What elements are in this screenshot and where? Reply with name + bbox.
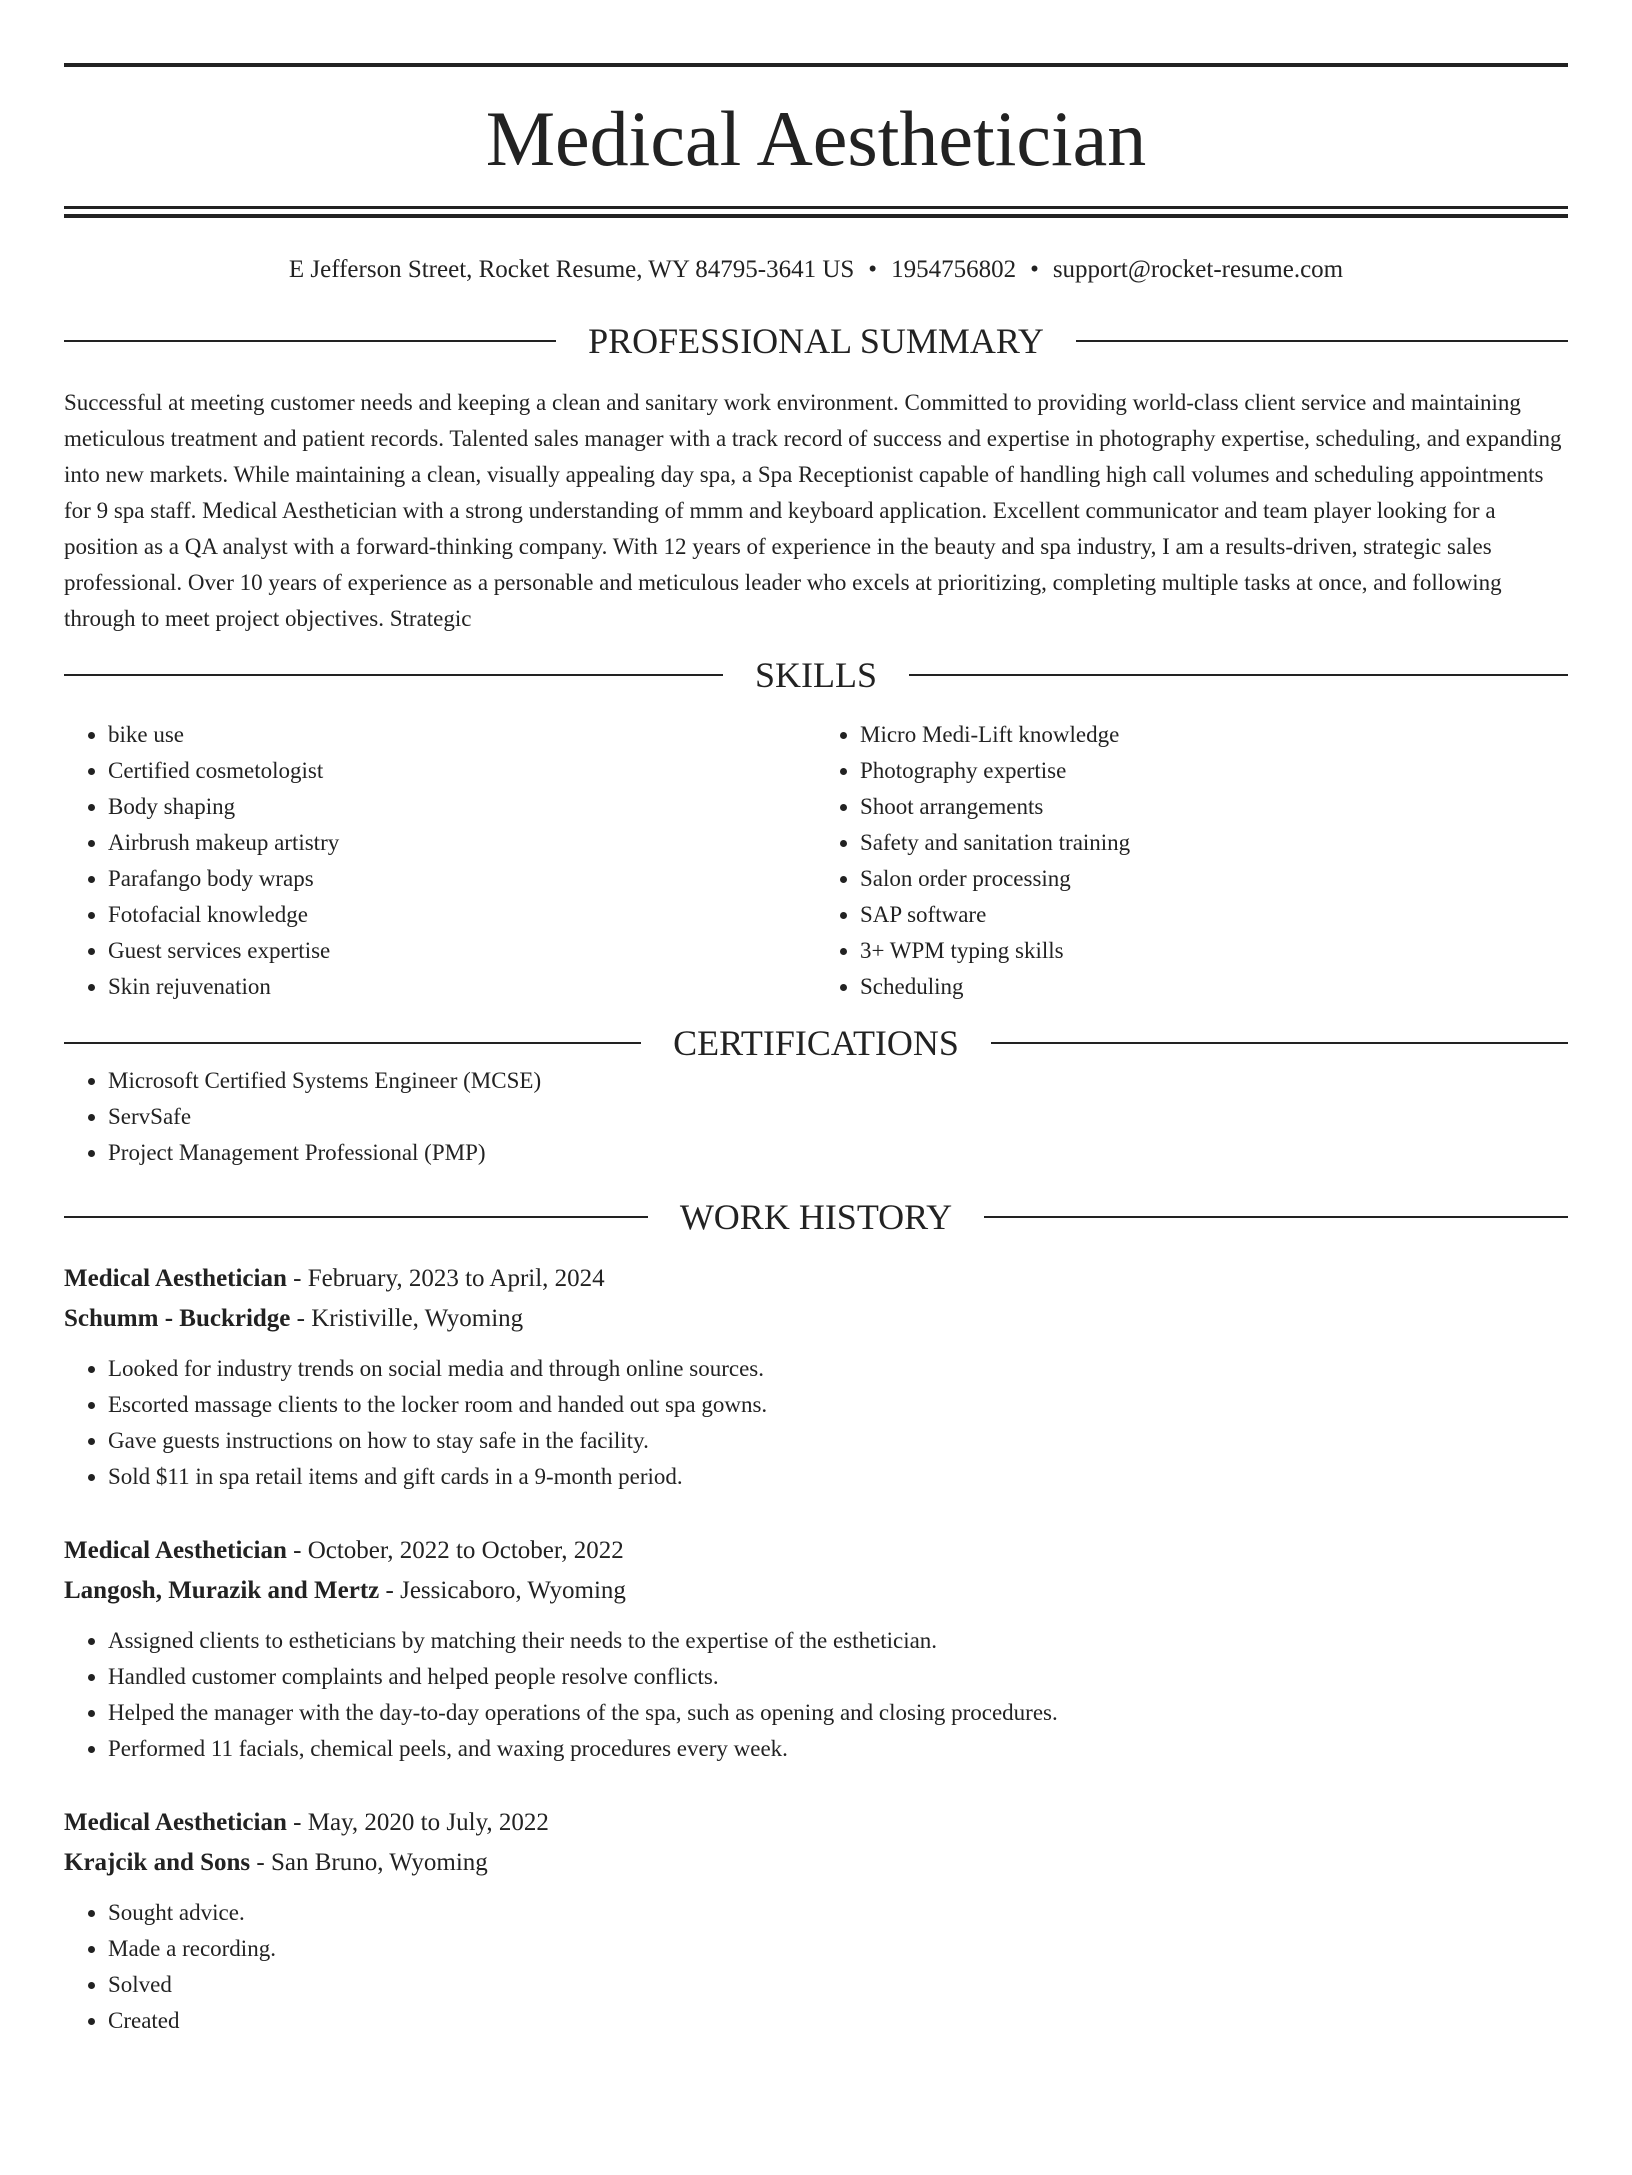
heading-rule-right bbox=[991, 1042, 1568, 1044]
skill-item: • Airbrush makeup artistry bbox=[108, 825, 816, 861]
heading-rule-right bbox=[909, 674, 1568, 676]
job-entry bbox=[64, 1803, 1568, 2039]
contact-email: support@rocket-resume.com bbox=[1052, 256, 1344, 283]
job-duty: • Handled customer complaints and helped people resolve conflicts. bbox=[108, 1659, 1568, 1695]
certification-item: • ServSafe bbox=[108, 1099, 1568, 1135]
contact-separator: • bbox=[868, 256, 878, 283]
resume-page bbox=[0, 63, 1632, 2175]
name-double-rule bbox=[64, 206, 1568, 218]
heading-rule-left bbox=[64, 340, 556, 342]
contact-separator: • bbox=[1030, 256, 1039, 283]
job-company-line bbox=[64, 1571, 1568, 1611]
skill-item: • Skin rejuvenation bbox=[108, 969, 816, 1005]
work-history-heading bbox=[64, 1197, 1568, 1237]
job-dates: - October, 2022 to October, 2022 bbox=[286, 1537, 624, 1564]
job-title: Medical Aesthetician bbox=[64, 1537, 287, 1564]
skill-item: • Parafango body wraps bbox=[108, 861, 816, 897]
skill-item: • Body shaping bbox=[108, 789, 816, 825]
skill-item: • Shoot arrangements bbox=[860, 789, 1568, 825]
skills-columns bbox=[64, 717, 1568, 1005]
skills-list-left bbox=[64, 717, 816, 1005]
contact-address: E Jefferson Street, Rocket Resume, WY 84795-3641 US bbox=[288, 256, 855, 283]
job-company: Krajcik and Sons bbox=[64, 1849, 251, 1876]
job-duties bbox=[64, 1895, 1568, 2039]
job-entry bbox=[64, 1259, 1568, 1495]
skills-list-right bbox=[816, 717, 1568, 1005]
skill-item: • Guest services expertise bbox=[108, 933, 816, 969]
skills-heading-label: SKILLS bbox=[755, 655, 878, 695]
job-duty: • Gave guests instructions on how to stay safe in the facility. bbox=[108, 1423, 1568, 1459]
job-location: - San Bruno, Wyoming bbox=[250, 1849, 488, 1876]
work-history-heading-label: WORK HISTORY bbox=[679, 1197, 953, 1237]
job-title-line bbox=[64, 1803, 1568, 1843]
job-location: - Jessicaboro, Wyoming bbox=[379, 1577, 626, 1604]
job-duty: • Created bbox=[108, 2003, 1568, 2039]
skills-heading bbox=[64, 655, 1568, 695]
job-dates: - May, 2020 to July, 2022 bbox=[286, 1809, 549, 1836]
job-duties bbox=[64, 1623, 1568, 1767]
certification-item: • Project Management Professional (PMP) bbox=[108, 1135, 1568, 1171]
skill-item: • Certified cosmetologist bbox=[108, 753, 816, 789]
job-entry bbox=[64, 1531, 1568, 1767]
heading-rule-right bbox=[1076, 340, 1568, 342]
skill-item: • Safety and sanitation training bbox=[860, 825, 1568, 861]
job-duty: • Made a recording. bbox=[108, 1931, 1568, 1967]
skill-item: • SAP software bbox=[860, 897, 1568, 933]
job-title-line bbox=[64, 1259, 1568, 1299]
certifications-heading bbox=[64, 1023, 1568, 1063]
job-location: - Kristiville, Wyoming bbox=[290, 1305, 524, 1332]
summary-heading-label: PROFESSIONAL SUMMARY bbox=[588, 321, 1044, 361]
job-title-line bbox=[64, 1531, 1568, 1571]
skill-item: • Micro Medi-Lift knowledge bbox=[860, 717, 1568, 753]
job-company: Schumm - Buckridge bbox=[64, 1305, 291, 1332]
job-title: Medical Aesthetician bbox=[64, 1265, 287, 1292]
skill-item: • Scheduling bbox=[860, 969, 1568, 1005]
job-company: Langosh, Murazik and Mertz bbox=[64, 1577, 380, 1604]
job-duty: • Looked for industry trends on social media and through online sources. bbox=[108, 1351, 1568, 1387]
heading-rule-left bbox=[64, 1042, 641, 1044]
candidate-name: Medical Aesthetician bbox=[485, 95, 1147, 182]
job-duty: • Sought advice. bbox=[108, 1895, 1568, 1931]
job-duties bbox=[64, 1351, 1568, 1495]
summary-heading bbox=[64, 321, 1568, 361]
job-company-line bbox=[64, 1299, 1568, 1339]
summary-text: Successful at meeting customer needs and keeping a clean and sanitary work environment. Committed to providing world-class client service and maintaining meticulous treatment and patient records. Talented sales manager with a track record of success and expertise in photography expertise, scheduling, and expanding into new markets. While maintaining a clean, visually appealing day spa, a Spa Receptionist capable of handling high call volumes and scheduling appointments for 9 spa staff. Medical Aesthetician with a strong understanding of mmm and keyboard application. Excellent communicator and team player looking for a position as a QA analyst with a forward-thinking company. With 12 years of experience in the beauty and spa industry, I am a results-driven, strategic sales professional. Over 10 years of experience as a personable and meticulous leader who excels at prioritizing, completing multiple tasks at once, and following through to meet project objectives. Strategic bbox=[64, 390, 1562, 631]
skill-item: • 3+ WPM typing skills bbox=[860, 933, 1568, 969]
certification-item: • Microsoft Certified Systems Engineer (MCSE) bbox=[108, 1063, 1568, 1099]
job-duty: • Assigned clients to estheticians by matching their needs to the expertise of the esthetician. bbox=[108, 1623, 1568, 1659]
heading-rule-left bbox=[64, 1216, 648, 1218]
job-duty: • Performed 11 facials, chemical peels, and waxing procedures every week. bbox=[108, 1731, 1568, 1767]
job-duty: • Escorted massage clients to the locker room and handed out spa gowns. bbox=[108, 1387, 1568, 1423]
heading-rule-left bbox=[64, 674, 723, 676]
heading-rule-right bbox=[984, 1216, 1568, 1218]
job-company-line bbox=[64, 1843, 1568, 1883]
contact-phone: 1954756802 bbox=[891, 256, 1017, 283]
job-dates: - February, 2023 to April, 2024 bbox=[286, 1265, 605, 1292]
skill-item: • bike use bbox=[108, 717, 816, 753]
skill-item: • Fotofacial knowledge bbox=[108, 897, 816, 933]
contact-line bbox=[64, 253, 1568, 287]
skill-item: • Salon order processing bbox=[860, 861, 1568, 897]
certifications-list bbox=[64, 1063, 1568, 1171]
job-duty: • Sold $11 in spa retail items and gift cards in a 9-month period. bbox=[108, 1459, 1568, 1495]
job-title: Medical Aesthetician bbox=[64, 1809, 287, 1836]
job-duty: • Helped the manager with the day-to-day operations of the spa, such as opening and closing procedures. bbox=[108, 1695, 1568, 1731]
skill-item: • Photography expertise bbox=[860, 753, 1568, 789]
certifications-heading-label: CERTIFICATIONS bbox=[673, 1023, 959, 1063]
job-duty: • Solved bbox=[108, 1967, 1568, 2003]
